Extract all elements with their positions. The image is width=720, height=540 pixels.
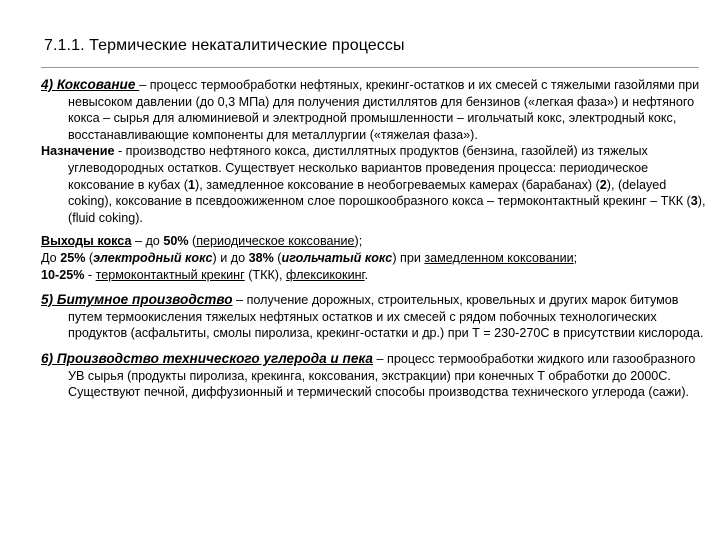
- yield-l3-end: .: [364, 267, 369, 282]
- yield-l1-open: (: [188, 234, 197, 249]
- yield-value-10-25: 10-25%: [41, 267, 85, 282]
- link-flexicoking[interactable]: флексикокинг: [285, 267, 365, 282]
- yield-l3-t1: -: [84, 267, 96, 282]
- electrode-coke-label: электродный кокс: [93, 250, 213, 265]
- yield-label: Выходы кокса: [41, 234, 132, 249]
- bitumen-text: – получение дорожных, строительных, кровельных и других марок битумов путем термоокисления тяжелых нефтяных остатков и их смесей с рядом побочных технологических продуктов (асфальтиты, смолы пиролиза, крекинг-остатки и др.) при Т = 230-270С в присутствии кислорода.: [68, 293, 704, 341]
- yield-line-3: [41, 267, 711, 284]
- yield-value-25: 25%: [60, 250, 86, 265]
- purpose-text-2: ), замедленное коксование в необогреваемых камерах (барабанах) (: [195, 177, 600, 192]
- yield-l2-pre: До: [41, 250, 61, 265]
- needle-coke-label: игольчатый кокс: [281, 250, 393, 265]
- link-delayed-coking[interactable]: замедленном коксовании: [424, 250, 574, 265]
- purpose-text-3: ), (delayed coking), коксование в псевдоожиженном слое порошкообразного кокса – термоконтактный крекинг – ТКК (: [68, 177, 691, 209]
- yield-l2-t4: ) при: [392, 250, 425, 265]
- yield-value-50: 50%: [163, 234, 189, 249]
- bitumen-heading: 5) Битумное производство: [41, 292, 233, 308]
- purpose-text-4: ), (fluid coking).: [68, 194, 706, 225]
- purpose-label: Назначение: [41, 144, 115, 159]
- yield-value-38: 38%: [248, 250, 274, 265]
- yield-l1-mid: – до: [131, 234, 164, 249]
- yield-l2-end: ;: [573, 250, 578, 265]
- coking-intro-text: – процесс термообработки нефтяных, крекинг-остатков и их смесей с тяжелыми газойлями при невысоком давлении (до 0,3 МПа) для получения дистиллятов для бензинов («легкая фаза») и нефтяного кокса – сырья для алюминиевой и электродной промышленности – игольчатый кокс, электродный кокс, восстанавливающие компоненты для металлургии («тяжелая фаза»).: [68, 78, 700, 142]
- variant-number-3: 3: [690, 194, 698, 209]
- slide-content: [41, 77, 711, 401]
- yield-l3-t2: (ТКК),: [244, 267, 286, 282]
- title-divider: [41, 67, 699, 68]
- coking-definition: [41, 77, 711, 143]
- yield-line-2: [41, 250, 711, 267]
- yield-l1-close: );: [354, 234, 363, 249]
- carbon-black-heading: 6) Производство технического углерода и пека: [41, 350, 373, 366]
- carbon-black-text: – процесс термообработки жидкого или газообразного УВ сырья (продукты пиролиза, крекинга, коксования, экстракции) при конечных Т обработки до 2000С. Существуют печной, диффузионный и термический способы производства технического углерода (сажи).: [68, 351, 696, 400]
- yield-l2-t2: ) и до: [212, 250, 249, 265]
- yield-l2-t1: (: [85, 250, 94, 265]
- carbon-black-section: [41, 351, 711, 401]
- link-thermocontact-cracking[interactable]: термоконтактный крекинг: [95, 267, 245, 282]
- bitumen-section: [41, 292, 711, 342]
- link-periodic-coking[interactable]: периодическое коксование: [196, 234, 355, 249]
- purpose-text-1: - производство нефтяного кокса, дистиллятных продуктов (бензина, газойлей) из тяжелых углеводородных остатков. Существует несколько вариантов проведения процесса: периодическое коксование в кубах (: [68, 144, 649, 192]
- page-title: 7.1.1. Термические некаталитические процессы: [44, 37, 405, 54]
- coking-heading: 4) Коксование: [41, 77, 140, 92]
- yield-line-1: [41, 233, 711, 250]
- variant-number-2: 2: [599, 177, 607, 192]
- variant-number-1: 1: [188, 177, 196, 192]
- coking-purpose: [41, 143, 711, 226]
- yield-l2-t3: (: [273, 250, 282, 265]
